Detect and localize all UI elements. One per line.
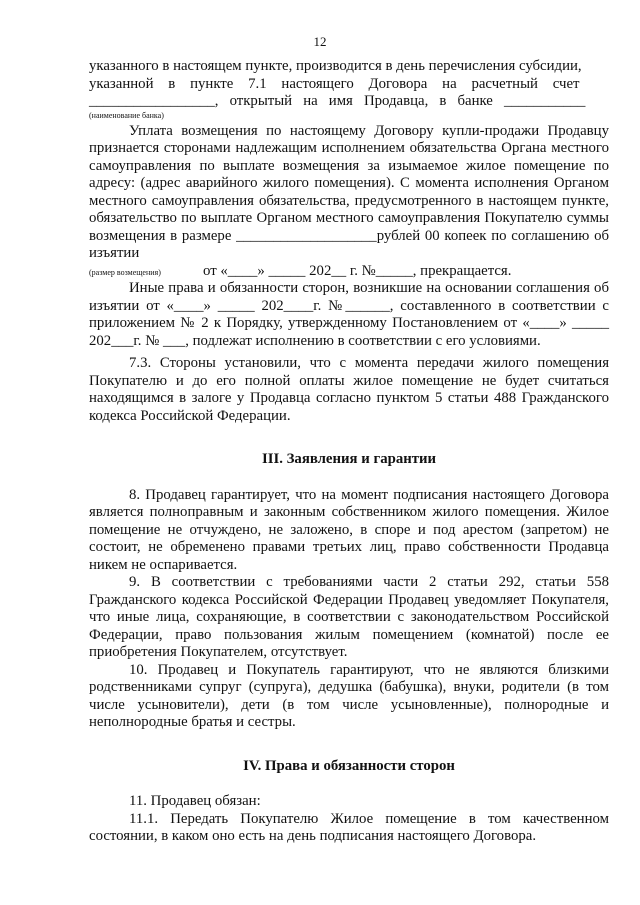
paragraph: Иные права и обязанности сторон, возникшие на основании соглашения об изъятии от «____» _____ 202____г. №______, составленного в соответствии с приложением № 2 к Порядку, утвержденному Постановлением от «____» _____ 202___г. № ___, подлежат исполнению в соответствии с его условиями. <box>89 280 609 349</box>
page-number: 12 <box>313 34 327 49</box>
paragraph: 7.3. Стороны установили, что с момента передачи жилого помещения Покупателю и до его полной оплаты жилое помещение не будет считаться находящимся в залоге у Продавца согласно пунктом 5 статьи 488 Гражданского кодекса Российской Федерации. <box>89 355 609 424</box>
paragraph: 11.1. Передать Покупателю Жилое помещение в том качественном состоянии, в каком оно есть на день подписания настоящего Договора. <box>89 810 609 844</box>
paragraph-tail-row <box>89 263 609 281</box>
paragraph-line: указанного в настоящем пункте, производится в день перечисления субсидии, <box>89 58 582 74</box>
paragraph: Уплата возмещения по настоящему Договору купли-продажи Продавцу признается сторонами надлежащим исполнением обязательства Органа местного самоуправления по выплате возмещения за изымаемое жилое помещение по адресу: (адрес аварийного жилого помещения). С момента исполнения Органом местного самоуправления обязательства, предусмотренного в настоящем пункте, обязательство по выплате Органом местного самоуправления Покупателю суммы возмещения в размере ___________________рублей 00 копеек по соглашению об изъятии <box>89 122 609 261</box>
document-body <box>89 58 609 846</box>
paragraph: 8. Продавец гарантирует, что на момент подписания настоящего Договора является полноправным и законным собственником жилого помещения. Жилое помещение не отчуждено, не заложено, в споре и под арестом (запретом) не состоит, не обременено правами третьих лиц, право собственности Продавца никем не оспаривается. <box>89 486 609 573</box>
section-heading: III. Заявления и гарантии <box>261 451 437 467</box>
paragraph: 11. Продавец обязан: <box>129 793 261 809</box>
bank-name-caption: (наименование банка) <box>89 110 164 120</box>
section-heading: IV. Права и обязанности сторон <box>243 757 455 774</box>
paragraph: 10. Продавец и Покупатель гарантируют, что не являются близкими родственниками супруг (супруга), дедушка (бабушка), внуки, родители (в том числе усыновители), дети (в том числе усыновленные), полнородные и неполнородные братья и сестры. <box>89 661 609 730</box>
paragraph-tail: от «____» _____ 202__ г. №_____, прекращается. <box>203 262 512 279</box>
paragraph-line: указанной в пункте 7.1 настоящего Договора на расчетный счет <box>89 75 580 92</box>
compensation-amount-caption: (размер возмещения) <box>89 267 161 277</box>
paragraph: 9. В соответствии с требованиями части 2 статьи 292, статьи 558 Гражданского кодекса Российской Федерации Продавец уведомляет Покупателя, что иные лица, сохраняющие, в соответствии с законодательством Российской Федерации, право пользования жилым помещением (комнатой) после ее приобретения Покупателем, отсутствует. <box>89 574 609 660</box>
paragraph-line: _________________, открытый на имя Продавца, в банке ___________ <box>89 93 586 109</box>
